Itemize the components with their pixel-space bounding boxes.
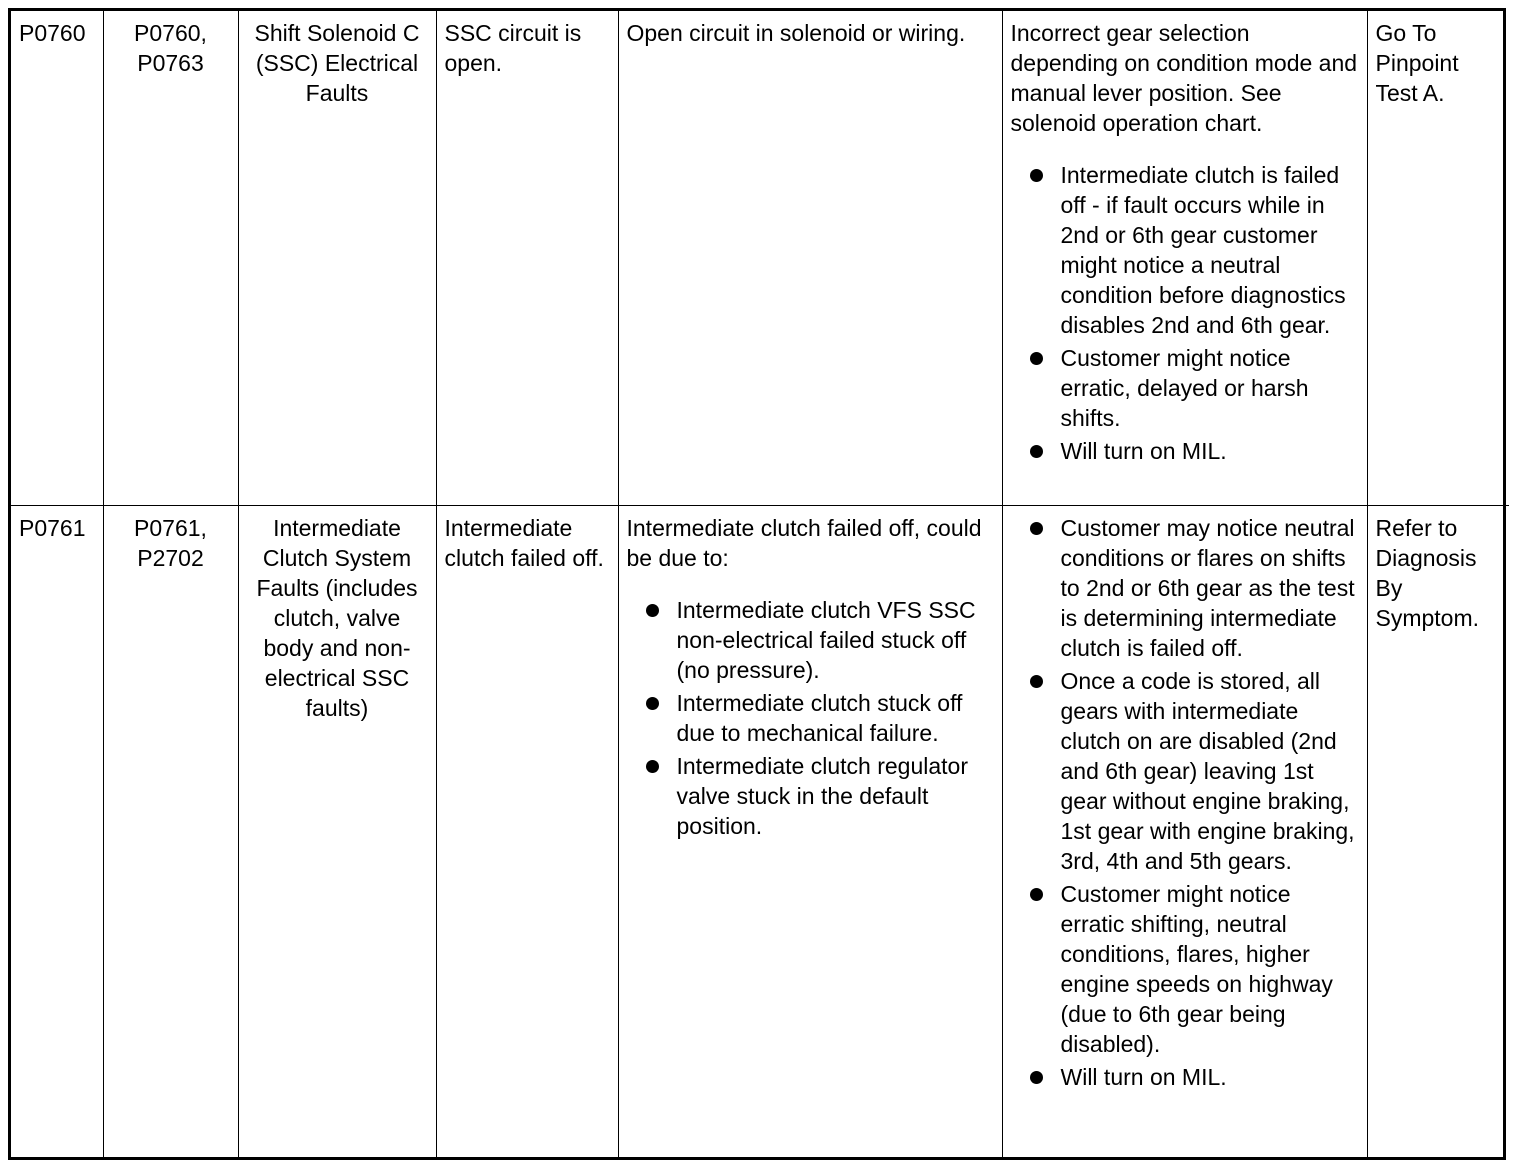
- related-codes-cell: P0760, P0763: [103, 11, 238, 505]
- dtc-code-cell: P0761: [11, 505, 103, 1157]
- table-row: [11, 11, 1509, 505]
- bullet-icon: [1030, 675, 1043, 688]
- possible-cause-cell: [618, 11, 1002, 505]
- description-cell: Intermediate Clutch System Faults (includes clutch, valve body and non-electrical SSC faults): [238, 505, 436, 1157]
- symptom-list: [1011, 160, 1359, 466]
- list-item: Intermediate clutch stuck off due to mechanical failure.: [627, 688, 994, 748]
- dtc-code-cell: P0760: [11, 11, 103, 505]
- list-item: Once a code is stored, all gears with intermediate clutch on are disabled (2nd and 6th gear) leaving 1st gear without engine braking, 1st gear with engine braking, 3rd, 4th and 5th gears.: [1011, 666, 1359, 876]
- list-item: Will turn on MIL.: [1011, 436, 1359, 466]
- list-item: Intermediate clutch regulator valve stuck in the default position.: [627, 751, 994, 841]
- list-item: Intermediate clutch is failed off - if fault occurs while in 2nd or 6th gear customer might notice a neutral condition before diagnostics disables 2nd and 6th gear.: [1011, 160, 1359, 340]
- action-cell: Refer to Diagnosis By Symptom.: [1367, 505, 1509, 1157]
- dtc-table: [11, 11, 1509, 1157]
- possible-cause-intro: Open circuit in solenoid or wiring.: [626, 20, 966, 46]
- list-item: Will turn on MIL.: [1011, 1062, 1359, 1092]
- list-item: Customer might notice erratic shifting, neutral conditions, flares, higher engine speeds on highway (due to 6th gear being disabled).: [1011, 879, 1359, 1059]
- dtc-table-page: [8, 8, 1506, 1160]
- description-cell: Shift Solenoid C (SSC) Electrical Faults: [238, 11, 436, 505]
- bullet-icon: [1030, 1071, 1043, 1084]
- action-cell: Go To Pinpoint Test A.: [1367, 11, 1509, 505]
- condition-cell: SSC circuit is open.: [436, 11, 618, 505]
- symptom-cell: [1002, 505, 1367, 1157]
- bullet-icon: [1030, 169, 1043, 182]
- list-item: Intermediate clutch VFS SSC non-electrical failed stuck off (no pressure).: [627, 595, 994, 685]
- bullet-icon: [646, 697, 659, 710]
- symptom-cell: [1002, 11, 1367, 505]
- condition-cell: Intermediate clutch failed off.: [436, 505, 618, 1157]
- list-item: Customer might notice erratic, delayed or harsh shifts.: [1011, 343, 1359, 433]
- bullet-icon: [646, 604, 659, 617]
- possible-cause-intro: Intermediate clutch failed off, could be due to:: [626, 514, 982, 571]
- bullet-icon: [1030, 445, 1043, 458]
- symptom-list: [1011, 513, 1359, 1092]
- table-row: [11, 505, 1509, 1157]
- related-codes-cell: P0761, P2702: [103, 505, 238, 1157]
- bullet-icon: [1030, 888, 1043, 901]
- bullet-icon: [1030, 522, 1043, 535]
- possible-cause-cell: [618, 505, 1002, 1157]
- possible-cause-list: [627, 595, 994, 841]
- bullet-icon: [1030, 352, 1043, 365]
- symptom-intro: Incorrect gear selection depending on condition mode and manual lever position. See solenoid operation chart.: [1010, 20, 1358, 136]
- bullet-icon: [646, 760, 659, 773]
- list-item: Customer may notice neutral conditions or flares on shifts to 2nd or 6th gear as the test is determining intermediate clutch is failed off.: [1011, 513, 1359, 663]
